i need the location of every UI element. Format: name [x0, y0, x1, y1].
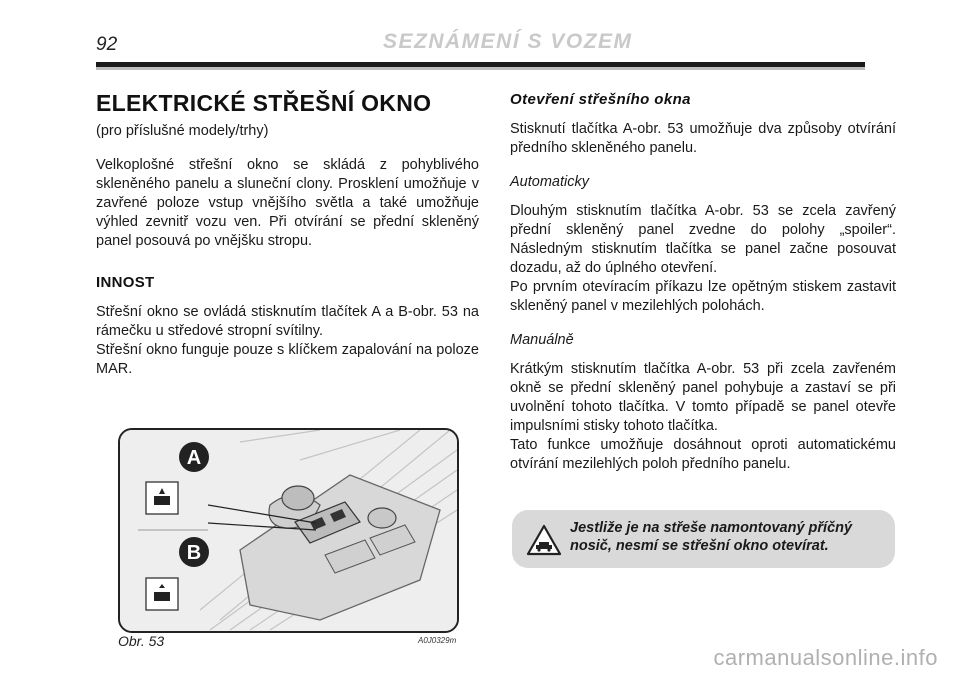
figure-53: [118, 428, 459, 633]
right-column: [510, 90, 896, 474]
warning-box: [512, 510, 895, 568]
manual-label: Manuálně: [510, 332, 574, 348]
manual-paragraph-2: Tato funkce umožňuje dosáhnout oproti automatickému otvírání mezilehlých poloh předního panelu.: [510, 437, 896, 472]
header-rule-shadow: [96, 67, 865, 70]
innost-paragraph-2: Střešní okno funguje pouze s klíčkem zapalování na poloze MAR.: [96, 342, 479, 377]
figure-caption: Obr. 53: [118, 633, 165, 649]
left-column: [96, 90, 479, 379]
figure-code: A0J0329m: [418, 636, 457, 645]
subtitle-note: (pro příslušné modely/trhy): [96, 123, 269, 139]
opening-heading: Otevření střešního okna: [510, 91, 691, 108]
section-title: SEZNÁMENÍ S VOZEM: [383, 30, 633, 53]
auto-paragraph-1: Dlouhým stisknutím tlačítka A-obr. 53 se zcela zavřený přední skleněný panel zvedne do polohy „spoiler“. Následným stisknutím tlačítka se panel začne posouvat dozadu, až do úplného otevření.: [510, 203, 896, 276]
manual-paragraph-1: Krátkým stisknutím tlačítka A-obr. 53 při zcela zavřeném okně se přední skleněný panel pohybuje a zastaví se při uvolnění tohoto tlačítka. V tomto případě se panel otevře impulsními stisky tohoto tlačítka.: [510, 361, 896, 434]
watermark: carmanualsonline.info: [713, 645, 938, 670]
auto-paragraph-2: Po prvním otevíracím příkazu lze opětným stiskem zastavit skleněný panel v mezilehlých polohách.: [510, 279, 896, 314]
page-title: ELEKTRICKÉ STŘEŠNÍ OKNO: [96, 90, 432, 116]
warning-triangle-icon: [526, 524, 562, 556]
label-a: A: [186, 447, 202, 469]
auto-label: Automaticky: [510, 174, 589, 190]
intro-paragraph: Velkoplošné střešní okno se skládá z pohyblivého skleněného panelu a sluneční clony. Prosklení umožňuje v zavřené poloze vstup vnějšího světla a také umožňuje výhled zevnitř vozu ven. Při otvírání se přední skleněný panel posouvá po vnějšku stropu.: [96, 157, 479, 249]
label-b: B: [186, 542, 202, 564]
roof-console-illustration: [120, 430, 457, 631]
innost-heading: INNOST: [96, 274, 155, 291]
innost-paragraph-1: Střešní okno se ovládá stisknutím tlačítek A a B-obr. 53 na rámečku u středové stropní svítilny.: [96, 304, 479, 339]
warning-text: Jestliže je na střeše namontovaný příčný nosič, nesmí se střešní okno otevírat.: [570, 520, 853, 554]
page-number: 92: [96, 34, 118, 55]
opening-intro: Stisknutí tlačítka A-obr. 53 umožňuje dva způsoby otvírání předního skleněného panelu.: [510, 121, 896, 156]
